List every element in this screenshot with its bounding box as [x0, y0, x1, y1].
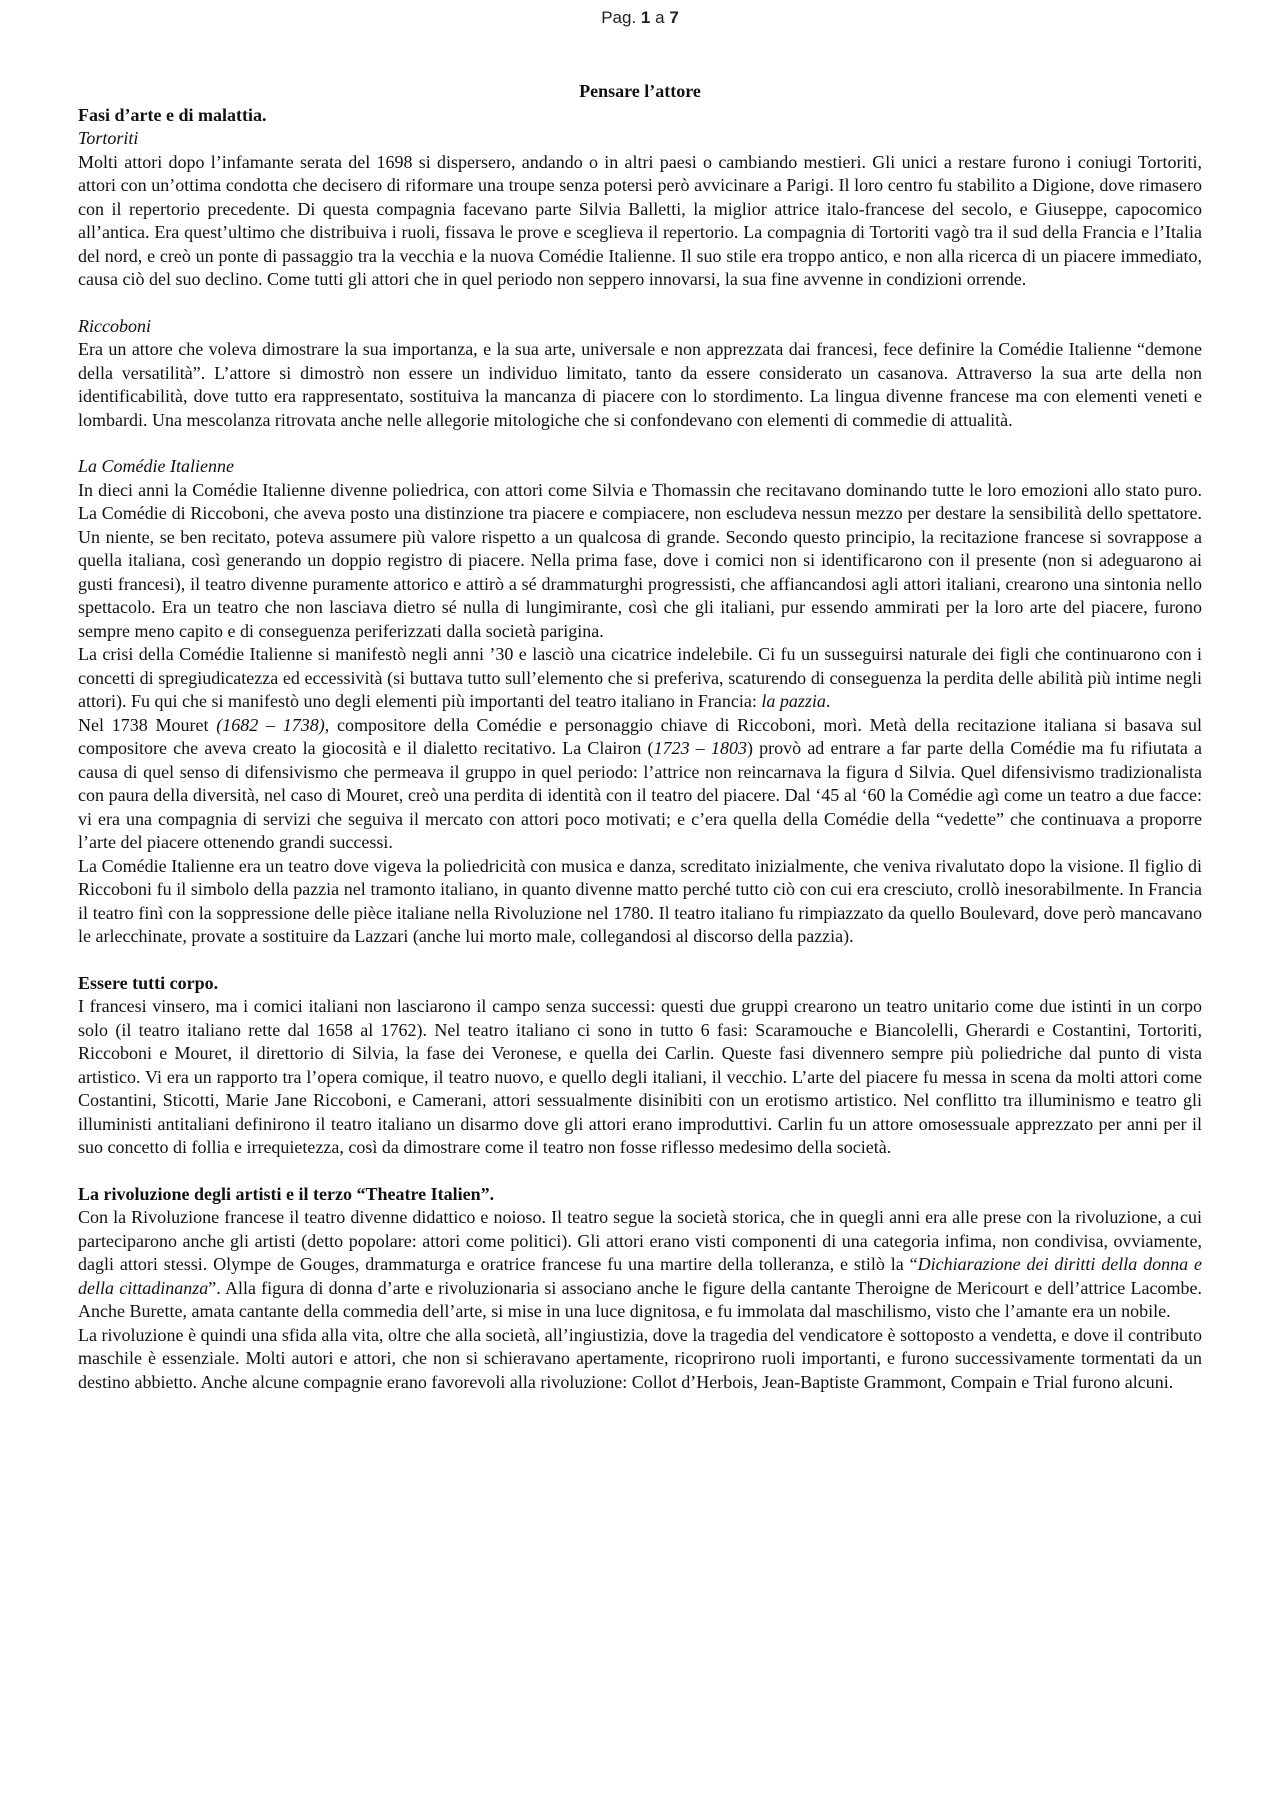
paragraph-comedie-2 — [78, 643, 1202, 714]
paragraph-rivoluzione-2: La rivoluzione è quindi una sfida alla vita, oltre che alla società, all’ingiustizia, dove la tragedia del vendicatore è sottoposto a vendetta, e dove il contributo maschile è essenziale. Molti autori e attori, che non si schieravano apertamente, ricoprirono ruoli importanti, e furono successivamente tormentati da un destino abbietto. Anche alcune compagnie erano favorevoli alla rivoluzione: Collot d’Herbois, Jean-Baptiste Grammont, Compain e Trial furono alcuni. — [78, 1324, 1202, 1392]
text-run: , compositore della Comédie e personaggio chiave di Riccoboni, morì. Metà della recitazione italiana si basava sul compositore che aveva creato la giocosità e il dialetto recitativo. La Clairon ( — [78, 714, 1202, 758]
subheading-comedie: La Comédie Italienne — [78, 456, 234, 476]
text-run: ”. Alla figura di donna d’arte e rivoluzionaria si associano anche le figure della cantante Theroigne de Mericourt e dell’attrice Lacombe. Anche Burette, amata cantante della commedia dell’arte, si mise in una luce dignitosa, e fu immolata dal maschilismo, visto che l’amante era un nobile. — [78, 1277, 1202, 1321]
text-run: Con la Rivoluzione francese il teatro divenne didattico e noioso. Il teatro segue la società storica, che in quegli anni era alle prese con la rivoluzione, a cui parteciparono anche gli artisti (detto popolare: attori come politici). Gli attori erano visti componenti di una categoria infima, non condivisa, ovviamente, dagli attori stessi. Olympe de Gouges, drammaturga e oratrice francese fu una martire della tolleranza, e stilò la “ — [78, 1207, 1202, 1274]
section-heading-corpo: Essere tutti corpo. — [78, 972, 219, 993]
text-run: ) provò ad entrare a far parte della Comédie ma fu rifiutata a causa di quel senso di difensivismo che permeava il gruppo in quel periodo: l’attrice non reincarnava la figura d Silvia. Quel difensivismo tradizionalista con paura della diversità, nel caso di Mouret, creò una perdita di identità con il teatro del piacere. Dal ‘45 al ‘60 la Comédie agì come un teatro a due facce: vi era una compagnia di servizi che seguiva il mercato con attori poco motivati; e c’era quella della Comédie della “vedette” che continuava a proporre l’arte del piacere ottenendo grandi successi. — [78, 738, 1203, 852]
italic-run: (1682 – 1738) — [216, 714, 325, 735]
paragraph-riccoboni: Era un attore che voleva dimostrare la sua importanza, e la sua arte, universale e non apprezzata dai francesi, fece definire la Comédie Italienne “demone della versatilità”. L’attore si dimostrò non essere un individuo limitato, tanto da essere considerato un casanova. Attraverso la sua arte della non identificabilità, dove tutto era rappresentato, sostituiva la mancanza di piacere con lo stordimento. La lingua divenne francese ma con elementi veneti e lombardi. Una mescolanza ritrovata anche nelle allegorie mitologiche che si confondevano con elementi di commedie di attualità. — [78, 339, 1202, 430]
paragraph-corpo: I francesi vinsero, ma i comici italiani non lasciarono il campo senza successi: questi due gruppi crearono un teatro unitario come due istinti in un corpo solo (il teatro italiano rette dal 1658 al 1762). Nel teatro italiano ci sono in tutto 6 fasi: Scaramouche e Biancolelli, Gherardi e Costantini, Tortoriti, Riccoboni e Mouret, il direttorio di Silvia, la fase dei Veronese, e quella dei Carlin. Queste fasi divennero sempre più poliedriche dal punto di vista artistico. Vi era un rapporto tra l’opera comique, il teatro nuovo, e quello degli italiani, il vecchio. L’arte del piacere fu messa in scena da molti attori come Costantini, Sticotti, Marie Jane Riccoboni, e Camerani, attori sessualmente disinibiti con un erotismo artistico. Nel conflitto tra illuminismo e teatro gli illuministi antitaliani definirono il teatro italiano un disarmo dove gli attori erano improduttivi. Carlin fu un attore omosessuale apprezzato per anni per il suo concetto di follia e irrequietezza, così da dimostrare come il teatro non fosse riflesso medesimo della società. — [78, 996, 1202, 1157]
subheading-riccoboni: Riccoboni — [78, 315, 151, 336]
italic-run: Dichiarazione dei diritti della donna e della cittadinanza — [78, 1254, 1202, 1298]
section-heading-rivoluzione: La rivoluzione degli artisti e il terzo “Theatre Italien”. — [78, 1183, 495, 1204]
italic-run: la pazzia — [761, 691, 826, 711]
paragraph-rivoluzione-1 — [78, 1206, 1202, 1324]
paragraph-comedie-4: La Comédie Italienne era un teatro dove vigeva la poliedricità con musica e danza, screditato inizialmente, che veniva rivalutato dopo la visione. Il figlio di Riccoboni fu il simbolo della pazzia nel tramonto italiano, in quanto divenne matto perché tutto ciò con cui era cresciuto, crollò inesorabilmente. In Francia il teatro finì con la soppressione delle pièce italiane nella Rivoluzione nel 1780. Il teatro italiano fu rimpiazzato da quello Boulevard, dove però mancavano le arlecchinate, provate a sostituire da Lazzari (anche lui morto male, collegandosi al discorso della pazzia). — [78, 855, 1202, 946]
paragraph-tortoriti: Molti attori dopo l’infamante serata del 1698 si dispersero, andando o in altri paesi o cambiando mestieri. Gli unici a restare furono i coniugi Tortoriti, attori con un’ottima condotta che decisero di riformare una troupe senza potersi però avvicinare a Parigi. Il loro centro fu stabilito a Digione, dove rimasero con il repertorio precedente. Di questa compagnia facevano parte Silvia Balletti, la miglior attrice italo-francese del secolo, e Giuseppe, capocomico all’antica. Era quest’ultimo che distribuiva i ruoli, fissava le prove e sceglieva il repertorio. La compagnia di Tortoriti vagò tra il sud della Francia e l’Italia del nord, e creò un ponte di passaggio tra la vecchia e la nuova Comédie Italienne. Il suo stile era troppo antico, e non alla ricerca di un piacere immediato, causa ciò del suo declino. Come tutti gli attori che in quel periodo non seppero innovarsi, la sua fine avvenne in condizioni orrende. — [78, 151, 1202, 289]
document-title: Pensare l’attore — [579, 81, 701, 101]
page-current: 1 — [640, 8, 651, 27]
text-run: Nel 1738 Mouret — [78, 714, 217, 735]
document-body — [78, 80, 1202, 1394]
italic-run: 1723 – 1803 — [653, 738, 747, 758]
page-number — [0, 8, 1280, 28]
text-run: . — [825, 691, 831, 711]
page-separator: a — [655, 8, 665, 27]
subheading-tortoriti: Tortoriti — [78, 128, 139, 148]
section-heading-fasi: Fasi d’arte e di malattia. — [78, 104, 267, 125]
paragraph-comedie-1: In dieci anni la Comédie Italienne divenne poliedrica, con attori come Silvia e Thomassin che recitavano dominando tutte le loro emozioni allo stato puro. La Comédie di Riccoboni, che aveva posto una distinzione tra piacere e compiacere, non escludeva nessun mezzo per destare la sensibilità dello spettatore. Un niente, se ben recitato, poteva assumere più valore rispetto a un qualcosa di grande. Secondo questo principio, la recitazione francese si sovrappose a quella italiana, così generando un doppio registro di piacere. Nella prima fase, dove i comici non si identificarono con il presente (non si adeguarono ai gusti francesi), il teatro divenne puramente attorico e attirò a sé drammaturghi progressisti, che affiancandosi agli attori italiani, crearono una sintonia nello spettacolo. Era un teatro che non lasciava dietro sé nulla di lungimirante, così che gli italiani, pur essendo ammirati per la loro arte del piacere, furono sempre meno capito e di conseguenza periferizzati dalla società parigina. — [78, 479, 1202, 641]
text-run: La crisi della Comédie Italienne si manifestò negli anni ’30 e lasciò una cicatrice indelebile. Ci fu un susseguirsi naturale dei figli che continuarono con i concetti di spregiudicatezza ed eccessività (si buttava tutto sull’elemento che si preferiva, scaturendo di conseguenza la perdita delle abilità più intime negli attori). Fu qui che si manifestò uno degli elementi più importanti del teatro italiano in Francia: — [78, 644, 1202, 711]
page-prefix: Pag. — [601, 8, 637, 27]
page-total: 7 — [669, 8, 679, 27]
paragraph-comedie-3 — [78, 714, 1202, 855]
